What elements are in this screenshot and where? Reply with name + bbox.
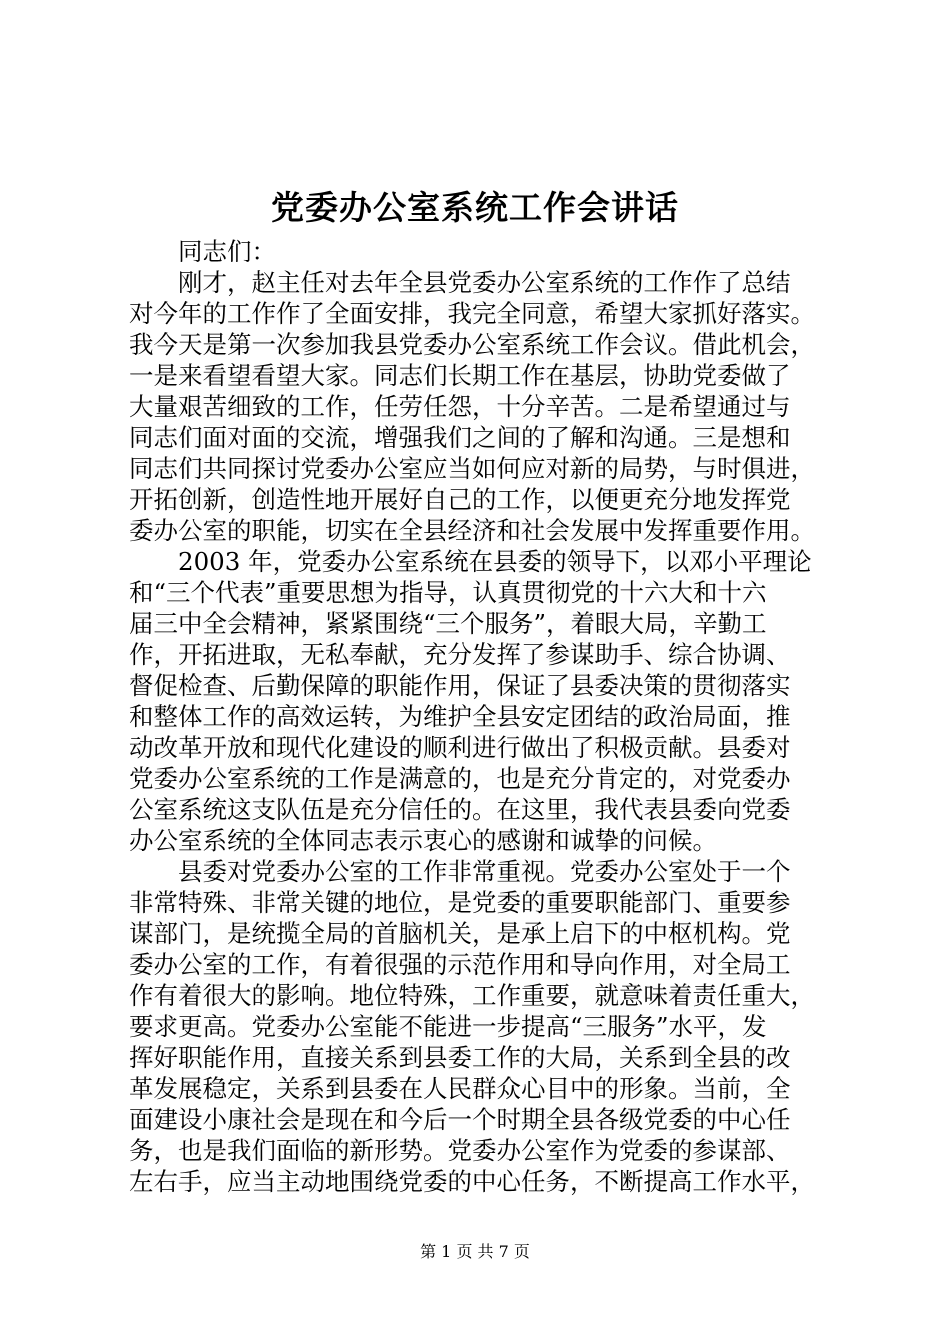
- text-line: 要求更高。党委办公室能不能进一步提高“三服务”水平，发: [129, 1012, 767, 1041]
- text-line: 和“三个代表”重要思想为指导，认真贯彻党的十六大和十六: [129, 578, 767, 607]
- text-line: 非常特殊、非常关键的地位，是党委的重要职能部门、重要参: [129, 888, 791, 917]
- document-body: [129, 236, 841, 1197]
- text-line: 2003 年，党委办公室系统在县委的领导下，以邓小平理论: [178, 547, 812, 576]
- text-line: 务，也是我们面临的新形势。党委办公室作为党委的参谋部、: [129, 1136, 791, 1165]
- text-line: 届三中全会精神，紧紧围绕“三个服务”，着眼大局，辛勤工: [129, 609, 767, 638]
- text-line: 谋部门，是统揽全局的首脑机关，是承上启下的中枢机构。党: [129, 919, 791, 948]
- text-line: 督促检查、后勤保障的职能作用，保证了县委决策的贯彻落实: [129, 671, 791, 700]
- text-line: 党委办公室系统的工作是满意的，也是充分肯定的，对党委办: [129, 764, 791, 793]
- text-line: 同志们共同探讨党委办公室应当如何应对新的局势，与时俱进，: [129, 454, 815, 483]
- page-footer: 第 1 页 共 7 页: [420, 1242, 530, 1261]
- text-line: 和整体工作的高效运转，为维护全县安定团结的政治局面，推: [129, 702, 791, 731]
- text-line: 同志们面对面的交流，增强我们之间的了解和沟通。三是想和: [129, 423, 791, 452]
- text-line: 委办公室的职能，切实在全县经济和社会发展中发挥重要作用。: [129, 516, 815, 545]
- text-line: 大量艰苦细致的工作，任劳任怨，十分辛苦。二是希望通过与: [129, 392, 791, 421]
- text-line: 委办公室的工作，有着很强的示范作用和导向作用，对全局工: [129, 950, 791, 979]
- document-title: 党委办公室系统工作会讲话: [271, 188, 679, 227]
- text-line: 对今年的工作作了全面安排，我完全同意，希望大家抓好落实。: [129, 299, 815, 328]
- text-line: 我今天是第一次参加我县党委办公室系统工作会议。借此机会，: [129, 330, 815, 359]
- text-line: 作有着很大的影响。地位特殊，工作重要，就意味着责任重大，: [129, 981, 815, 1010]
- text-line: 革发展稳定，关系到县委在人民群众心目中的形象。当前，全: [129, 1074, 791, 1103]
- text-line: 挥好职能作用，直接关系到县委工作的大局，关系到全县的改: [129, 1043, 791, 1072]
- text-line: 左右手，应当主动地围绕党委的中心任务，不断提高工作水平，: [129, 1167, 815, 1196]
- text-line: 办公室系统的全体同志表示衷心的感谢和诚挚的问候。: [129, 826, 717, 855]
- text-line: 一是来看望看望大家。同志们长期工作在基层，协助党委做了: [129, 361, 791, 390]
- text-line: 刚才，赵主任对去年全县党委办公室系统的工作作了总结: [178, 268, 791, 297]
- text-line: 开拓创新，创造性地开展好自己的工作，以便更充分地发挥党: [129, 485, 791, 514]
- text-line: 县委对党委办公室的工作非常重视。党委办公室处于一个: [178, 857, 791, 886]
- text-line: 作，开拓进取，无私奉献，充分发挥了参谋助手、综合协调、: [129, 640, 791, 669]
- text-line: 动改革开放和现代化建设的顺利进行做出了积极贡献。县委对: [129, 733, 791, 762]
- salutation-line: 同志们：: [178, 237, 276, 266]
- text-line: 面建设小康社会是现在和今后一个时期全县各级党委的中心任: [129, 1105, 791, 1134]
- text-line: 公室系统这支队伍是充分信任的。在这里，我代表县委向党委: [129, 795, 791, 824]
